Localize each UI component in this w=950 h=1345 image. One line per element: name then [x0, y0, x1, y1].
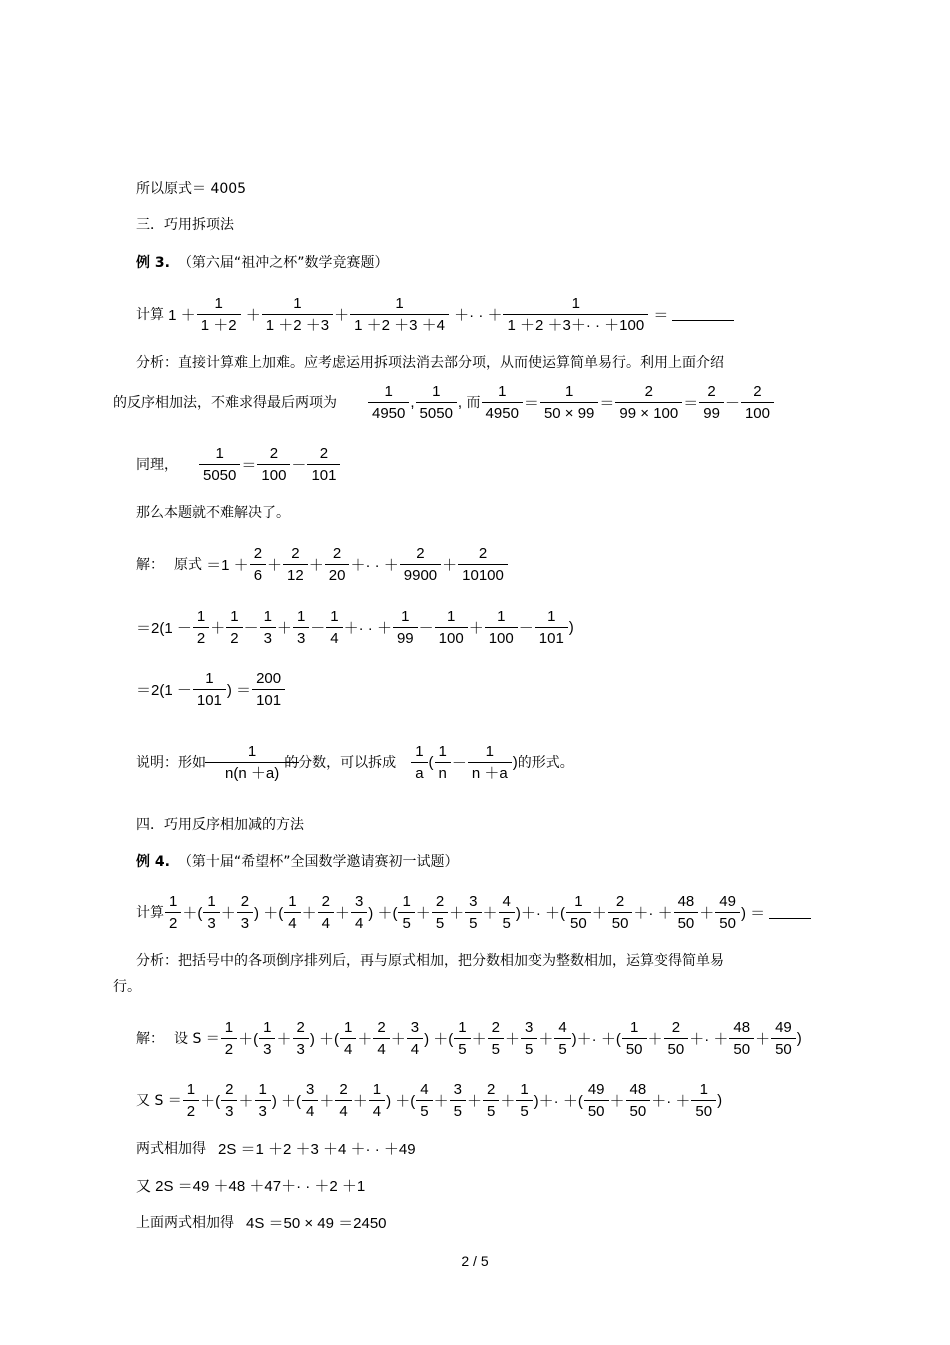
- fraction: $\frac{1}{1 +2 +3 +4}$: [352, 295, 447, 334]
- analysis-3-line-1: 分析：直接计算难上加难。应考虑运用拆项法消去部分项，从而使运算简单易行。利用上面介绍: [136, 355, 724, 371]
- fraction: $\frac{1}{1 +2}$: [199, 295, 239, 334]
- solution-4-line-3: 两式相加得 2S ＝1 ＋2 ＋3 ＋4 ＋· · ＋49: [136, 1140, 416, 1158]
- solution-3-line-3: ＝2(1 － $\frac{1}{101}$ ) ＝ $\frac{200}{101}$: [136, 663, 286, 715]
- solution-4-line-5: 上面两式相加得 4S ＝50 × 49 ＝2450: [136, 1214, 387, 1232]
- example-3-problem: 计算 1 ＋ $\frac{1}{1 +2}$ ＋ $\frac{1}{1 +2 +3}$ ＋ $\frac{1}{1 +2 +3 +4}$ ＋· · ＋ $\frac{1}{1 +2 +3+\cdot \cdot +100}$ ＝: [136, 288, 734, 340]
- solution-4-line-4: 又 2S ＝49 ＋48 ＋47＋· · ＋2 ＋1: [136, 1177, 366, 1195]
- easy-line: 那么本题就不难解决了。: [136, 505, 290, 521]
- solution-4-line-1: 解： 设 S ＝ $\frac{1}{2}$ ＋( $\frac{1}{3}$ ＋ $\frac{2}{3}$ ) ＋( $\frac{1}{4}$ ＋ $\frac{2}{4}$ ＋ $\frac{3}{4}$ ) ＋( $\frac{1}{5}$ ＋ $\frac{2}{5}$ ＋ $\frac{3}{5}$ ＋ $\frac{4}{5}$ )＋· ＋( $\frac{1}{50}$ ＋ $\frac{2}{50}$ ＋· ＋ $\frac{48}{50}$ ＋ $\frac{49}{50}$ ): [136, 1018, 802, 1058]
- analysis-3-line-2: 的反序相加法，不难求得最后两项为 $\frac{1}{4950}$ , $\frac{1}{5050}$ , 而 $\frac{1}{4950}$ ＝ $\frac{1}{50 \times 99}$ ＝ $\frac{2}{99 \times 100}$ ＝ $\frac{2}{99}$ － $\frac{2}{100}$: [113, 376, 775, 428]
- section-4-heading: 四．巧用反序相加减的方法: [136, 817, 304, 833]
- conclusion-text: 所以原式＝ 4005: [136, 181, 247, 197]
- example-4-title: 例 4. （第十届“希望杯”全国数学邀请赛初一试题）: [136, 854, 459, 870]
- analysis-4-line-2: 行。: [113, 979, 141, 995]
- solution-3-line-1: 解： 原式 ＝1 ＋ $\frac{2}{6}$ ＋ $\frac{2}{12}$ ＋ $\frac{2}{20}$ ＋· · ＋ $\frac{2}{9900}$ ＋ $\frac{2}{10100}$: [136, 538, 509, 590]
- solution-3-line-2: ＝2(1 － $\frac{1}{2}$ ＋ $\frac{1}{2}$ － $\frac{1}{3}$ ＋ $\frac{1}{3}$ － $\frac{1}{4}$ ＋· · ＋ $\frac{1}{99}$ － $\frac{1}{100}$ ＋ $\frac{1}{100}$ － $\frac{1}{101}$ ): [136, 607, 574, 647]
- example-3-title: 例 3. （第六届“祖冲之杯”数学竞赛题）: [136, 255, 389, 271]
- page-number: 2 / 5: [461, 1253, 489, 1269]
- tongli-line: 同理， $\frac{1}{5050}$ ＝ $\frac{2}{100}$ － $\frac{2}{101}$: [136, 438, 341, 490]
- section-3-heading: 三．巧用拆项法: [136, 217, 234, 233]
- fraction: $\frac{1}{1 +2 +3}$: [264, 295, 331, 334]
- example-4-problem: 计算 $\frac{1}{2}$ ＋( $\frac{1}{3}$ ＋ $\frac{2}{3}$ ) ＋( $\frac{1}{4}$ ＋ $\frac{2}{4}$ ＋ $\frac{3}{4}$ ) ＋( $\frac{1}{5}$ ＋ $\frac{2}{5}$ ＋ $\frac{3}{5}$ ＋ $\frac{4}{5}$ )＋· ＋( $\frac{1}{50}$ ＋ $\frac{2}{50}$ ＋· ＋ $\frac{48}{50}$ ＋ $\frac{49}{50}$ ) ＝: [136, 886, 811, 938]
- analysis-4-line-1: 分析：把括号中的各项倒序排列后，再与原式相加，把分数相加变为整数相加，运算变得简单易: [136, 953, 724, 969]
- answer-blank: [672, 308, 734, 321]
- explanation-line: 说明：形如 $\frac{1}{n(n +a)}$ 的分数，可以拆成 $\frac{1}{a}$ ( $\frac{1}{n}$ － $\frac{1}{n +a}$ ) 的形式。: [136, 742, 574, 782]
- solution-4-line-2: 又 S ＝ $\frac{1}{2}$ ＋( $\frac{2}{3}$ ＋ $\frac{1}{3}$ ) ＋( $\frac{3}{4}$ ＋ $\frac{2}{4}$ ＋ $\frac{1}{4}$ ) ＋( $\frac{4}{5}$ ＋ $\frac{3}{5}$ ＋ $\frac{2}{5}$ ＋ $\frac{1}{5}$ )＋· ＋( $\frac{49}{50}$ ＋ $\frac{48}{50}$ ＋· ＋ $\frac{1}{50}$ ): [136, 1080, 723, 1120]
- fraction: $\frac{1}{1 +2 +3+\cdot \cdot +100}$: [505, 295, 646, 334]
